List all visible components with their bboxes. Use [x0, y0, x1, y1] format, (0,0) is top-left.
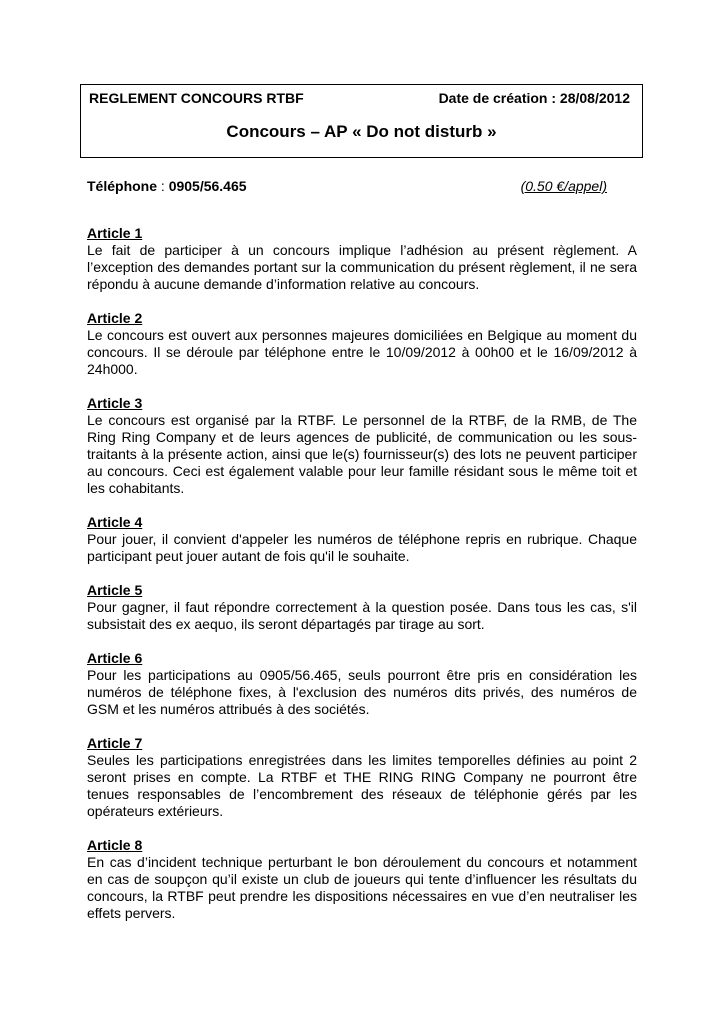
- article-body: Le concours est organisé par la RTBF. Le personnel de la RTBF, de la RMB, de The Ring Ring Company et de leurs agences de publicité, de communication ou les sous-traitants à la présente action, ainsi que le(s) fournisseur(s) des lots ne peuvent participer au concours. Ceci est également valable pour leur famille résidant sous le même toit et les cohabitants.: [87, 412, 637, 496]
- phone-row: [87, 178, 637, 195]
- article-3: [87, 395, 637, 497]
- article-4: [87, 514, 637, 565]
- article-title: Article 7: [87, 735, 143, 751]
- articles-list: [87, 225, 637, 939]
- article-body: Pour jouer, il convient d'appeler les numéros de téléphone repris en rubrique. Chaque participant peut jouer autant de fois qu'il le souhaite.: [87, 531, 637, 564]
- article-8: [87, 837, 637, 922]
- article-6: [87, 650, 637, 718]
- article-body: Le fait de participer à un concours implique l’adhésion au présent règlement. A l’exception des demandes portant sur la communication du présent règlement, il ne sera répondu à aucune demande d’information relative au concours.: [87, 242, 637, 292]
- article-7: [87, 735, 637, 820]
- article-title: Article 8: [87, 837, 143, 853]
- article-title: Article 1: [87, 225, 143, 241]
- article-title: Article 5: [87, 582, 143, 598]
- article-title: Article 4: [87, 514, 143, 530]
- header-box: [80, 84, 643, 158]
- phone-separator: :: [157, 178, 169, 194]
- article-body: Le concours est ouvert aux personnes majeures domiciliées en Belgique au moment du concours. Il se déroule par téléphone entre le 10/09/2012 à 00h00 et le 16/09/2012 à 24h000.: [87, 327, 637, 377]
- creation-date: Date de création : 28/08/2012: [438, 90, 630, 106]
- contest-title: Concours – AP « Do not disturb »: [226, 122, 497, 141]
- phone-label: Téléphone: [87, 178, 158, 194]
- article-2: [87, 310, 637, 378]
- article-5: [87, 582, 637, 633]
- call-price: (0.50 €/appel): [520, 178, 607, 194]
- article-title: Article 2: [87, 310, 143, 326]
- article-title: Article 6: [87, 650, 143, 666]
- article-body: Pour gagner, il faut répondre correctement à la question posée. Dans tous les cas, s'il subsistait des ex aequo, ils seront départagés par tirage au sort.: [87, 599, 637, 632]
- article-title: Article 3: [87, 395, 143, 411]
- document-heading: REGLEMENT CONCOURS RTBF: [89, 90, 304, 106]
- article-body: En cas d’incident technique perturbant le bon déroulement du concours et notamment en cas de soupçon qu’il existe un club de joueurs qui tente d’influencer les résultats du concours, la RTBF peut prendre les dispositions nécessaires en vue d’en neutraliser les effets pervers.: [87, 854, 637, 921]
- article-body: Seules les participations enregistrées dans les limites temporelles définies au point 2 seront prises en compte. La RTBF et THE RING RING Company ne pourront être tenues responsables de l’encombrement des réseaux de téléphonie gérés par les opérateurs extérieurs.: [87, 752, 637, 819]
- phone-number: 0905/56.465: [168, 178, 247, 194]
- article-1: [87, 225, 637, 293]
- article-body: Pour les participations au 0905/56.465, seuls pourront être pris en considération les numéros de téléphone fixes, à l'exclusion des numéros dits privés, des numéros de GSM et les numéros attribués à des sociétés.: [87, 667, 637, 717]
